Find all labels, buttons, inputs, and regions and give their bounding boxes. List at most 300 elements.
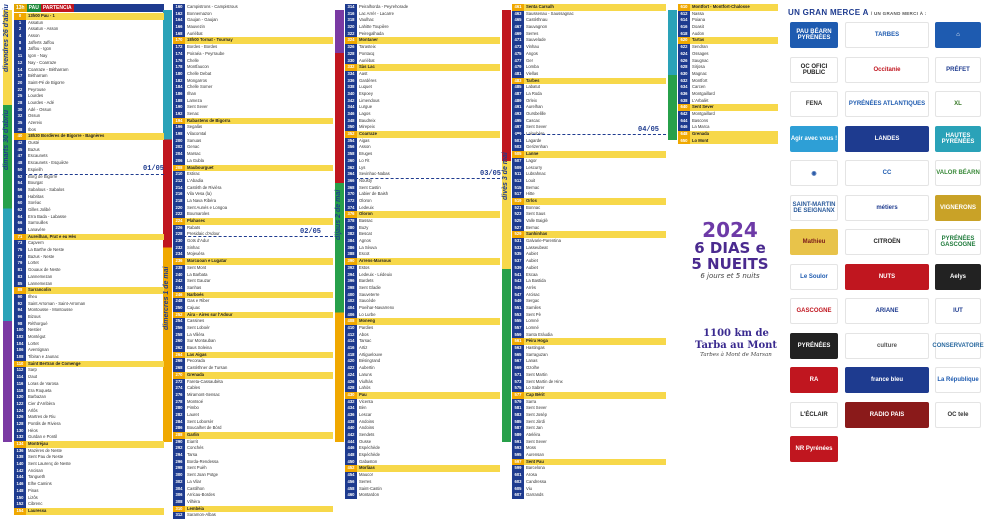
route-row: [345, 492, 500, 499]
route-place: Bruges: [359, 151, 373, 157]
route-km: 172: [173, 44, 185, 51]
route-place: Sirjosa: [692, 64, 705, 70]
route-km: 577: [512, 392, 524, 399]
xl-logo: XL: [935, 91, 981, 117]
route-row: [173, 245, 333, 252]
route-km: 430: [345, 392, 357, 399]
route-km: 448: [345, 452, 357, 459]
route-km: 589: [512, 432, 524, 439]
route-row: [14, 481, 164, 488]
route-km: 555: [512, 318, 524, 325]
route-row: [512, 298, 666, 305]
route-row: [345, 472, 500, 479]
route-row: [345, 111, 500, 118]
route-km: 505: [512, 151, 524, 158]
route-row: [345, 258, 500, 265]
route-place: Vicenta: [359, 398, 373, 404]
route-place: Ancisan: [28, 467, 43, 473]
route-km: 489: [512, 98, 524, 105]
route-place: Santa Eràudia: [526, 331, 553, 337]
route-km: 12: [14, 60, 26, 67]
route-place: Cassines: [187, 318, 205, 324]
route-row: [14, 234, 164, 241]
route-row: [512, 24, 666, 31]
route-km: 71: [14, 234, 26, 241]
route-place: Aira - Aires sur l'Adour: [185, 312, 333, 319]
route-km: 543: [512, 278, 524, 285]
route-place: Lizôs: [28, 494, 38, 500]
route-place: Garrands: [526, 492, 544, 498]
route-row: [512, 4, 666, 11]
route-place: Montégut: [28, 334, 46, 339]
route-km: 272: [173, 379, 185, 386]
route-row: [14, 408, 164, 415]
route-place: Aubiet: [526, 258, 538, 264]
route-km: 599: [512, 465, 524, 472]
route-place: Chelle Debat: [187, 70, 212, 76]
route-place: Montgaillard: [692, 90, 715, 96]
route-place: Saint Arroman - Saint-Arroman: [28, 300, 86, 306]
route-km: 144: [14, 474, 26, 481]
route-km: 324: [345, 37, 357, 44]
route-place: Poiraéa - Peyrraube: [187, 50, 225, 56]
route-row: [345, 325, 500, 332]
route-row: [173, 265, 333, 272]
pyrenees-atlantiques-logo: PYRÉNÉES ATLANTIQUES: [845, 91, 929, 117]
route-row: [512, 405, 666, 412]
route-row: [345, 312, 500, 319]
route-km: 523: [512, 211, 524, 218]
route-km: 537: [512, 258, 524, 265]
route-km: 112: [14, 367, 26, 374]
route-row: [345, 231, 500, 238]
route-row: [345, 205, 500, 212]
route-km: 607: [512, 492, 524, 499]
route-km: 507: [512, 158, 524, 165]
promo-km-line: 1100 km de Tarba au Mont: [694, 328, 778, 351]
route-place: Sauvagnon: [526, 24, 548, 30]
route-row: [345, 292, 500, 299]
route-km: 388: [345, 251, 357, 258]
route-row: [173, 486, 333, 493]
route-row: [678, 111, 778, 118]
route-row: [678, 91, 778, 98]
route-place: Sent Aunés e Longoa: [187, 204, 228, 210]
route-place: Saint Bertran de Comenge: [26, 361, 164, 368]
route-row: [512, 305, 666, 312]
route-km: 50: [14, 167, 26, 174]
route-place: Bonnac: [526, 204, 541, 210]
route-row: [345, 24, 500, 31]
route-km: 414: [345, 338, 357, 345]
route-row: [173, 278, 333, 285]
route-row: [512, 151, 666, 158]
route-place: Réthorgué: [28, 320, 48, 326]
route-km: 254: [173, 318, 185, 325]
route-row: [512, 17, 666, 24]
region-occitanie-logo: Occitanie: [845, 57, 929, 83]
route-row: [14, 468, 164, 475]
route-km: 334: [345, 71, 357, 78]
route-place: Sabalous - Sabalos: [28, 186, 65, 192]
route-place: Castèth de Rivièra: [187, 184, 222, 190]
route-row: [345, 365, 500, 372]
route-row: [512, 292, 666, 299]
route-km: 218: [173, 198, 185, 205]
route-km: 292: [173, 445, 185, 452]
route-km: 320: [345, 24, 357, 31]
route-km: 640: [678, 104, 690, 111]
route-km: 412: [345, 332, 357, 339]
route-row: [512, 352, 666, 359]
route-row: [14, 287, 164, 294]
route-place: Sevinhac-Nabas: [359, 171, 390, 177]
route-row: [678, 131, 778, 138]
route-place: Erra Bada - Labasse: [28, 213, 67, 219]
route-km: 162: [173, 11, 185, 18]
route-km: 47: [14, 153, 26, 160]
route-row: [512, 265, 666, 272]
route-row: [345, 225, 500, 232]
route-row: [14, 247, 164, 254]
route-km: 463: [512, 11, 524, 18]
route-place: Bassac: [359, 218, 373, 223]
route-row: [173, 272, 333, 279]
route-row: [173, 51, 333, 58]
route-km: 200: [173, 138, 185, 145]
route-row: [173, 4, 333, 11]
route-km: 304: [173, 486, 185, 493]
route-km: 446: [345, 445, 357, 452]
route-place: Bizous: [28, 313, 41, 319]
route-km: 509: [512, 165, 524, 172]
route-km: 587: [512, 425, 524, 432]
route-km: 503: [512, 144, 524, 151]
route-place: Louit: [526, 177, 536, 183]
route-km: 400: [345, 292, 357, 299]
route-row: [14, 421, 164, 428]
route-row: [173, 372, 333, 379]
gascogne-logo: GASCOGNE: [790, 298, 838, 324]
route-km: 372: [345, 198, 357, 205]
route-place: Laloubère: [526, 131, 545, 137]
route-km: 497: [512, 124, 524, 131]
route-place: Assatun - Asson: [28, 26, 59, 32]
route-row: [345, 419, 500, 426]
header-start-place: PAU: [28, 5, 39, 11]
route-km: 535: [512, 251, 524, 258]
route-row: [14, 488, 164, 495]
route-km: 234: [173, 251, 185, 258]
route-km: 454: [345, 472, 357, 479]
route-place: Assatun: [28, 19, 44, 25]
route-km: 396: [345, 278, 357, 285]
route-km: 85: [14, 281, 26, 288]
route-row: [345, 131, 500, 138]
route-place: Cascac: [526, 117, 540, 123]
route-row: [173, 191, 333, 198]
route-km: 418: [345, 352, 357, 359]
route-place: Angos: [526, 50, 538, 56]
day-label-5: divès 3 de mai: [502, 152, 509, 200]
route-km: 9: [14, 46, 26, 53]
route-km: 605: [512, 486, 524, 493]
route-place: Eiarrit: [187, 438, 198, 444]
route-km: 248: [173, 298, 185, 305]
route-row: [173, 298, 333, 305]
route-place: La Sèuva: [359, 244, 377, 250]
route-row: [678, 37, 778, 44]
route-km: 52: [14, 174, 26, 181]
route-place: Orleix: [526, 97, 537, 103]
route-row: [173, 11, 333, 18]
route-place: Cap Bèrit: [524, 392, 666, 399]
route-km: 88: [14, 287, 26, 294]
route-km: 79: [14, 260, 26, 267]
route-km: 132: [14, 434, 26, 441]
route-place: Tarsa: [187, 452, 198, 458]
route-place: Coarraze - Bétharram: [28, 66, 69, 72]
route-km: 527: [512, 225, 524, 232]
route-km: 529: [512, 231, 524, 238]
route-row: [14, 394, 164, 401]
route-row: [14, 180, 164, 187]
route-place: Doasit: [692, 24, 704, 30]
route-km: 420: [345, 358, 357, 365]
route-km: 638: [678, 98, 690, 105]
route-place: Lys: [359, 164, 366, 170]
route-row: [173, 459, 333, 466]
route-row: [14, 133, 164, 140]
route-place: Espéchède: [359, 445, 380, 451]
route-place: 18h30 Bordères de Bigorre - Bagnères: [26, 133, 164, 140]
route-place: Bernac: [526, 184, 540, 190]
route-place: Coarraze: [357, 131, 500, 138]
route-row: [678, 104, 778, 111]
route-row: [345, 144, 500, 151]
route-km: 481: [512, 71, 524, 78]
route-row: [512, 58, 666, 65]
route-km: 48: [14, 160, 26, 167]
route-km: 262: [173, 345, 185, 352]
route-km: 614: [678, 17, 690, 24]
route-place: Aubertin: [359, 365, 375, 371]
route-place: Aurelhan: [526, 104, 543, 110]
route-place: Montgaillard: [692, 111, 715, 116]
route-km: 378: [345, 218, 357, 225]
route-row: [173, 479, 333, 486]
date-mark-1: 01/05: [143, 165, 165, 173]
route-km: 32: [14, 113, 26, 120]
route-row: [173, 185, 333, 192]
route-row: [678, 78, 778, 85]
route-row: [14, 254, 164, 261]
route-place: Gerizenhan: [526, 144, 548, 150]
route-place: Pimbo: [187, 405, 199, 411]
route-place: Maucor: [359, 472, 373, 478]
route-place: Estos: [359, 264, 370, 270]
route-place: Ossages: [692, 50, 709, 56]
route-place: Sent Jan: [526, 425, 543, 431]
route-row: [345, 31, 500, 38]
route-km: 286: [173, 425, 185, 432]
route-km: 545: [512, 285, 524, 292]
route-km: 549: [512, 298, 524, 305]
cultura-logo: culture: [845, 333, 929, 359]
route-km: 583: [512, 412, 524, 419]
route-row: [345, 432, 500, 439]
route-km: 626: [678, 58, 690, 65]
citroen-logo: CITROËN: [845, 229, 929, 255]
route-place: La Nava Ribéra: [187, 197, 217, 203]
route-km: 394: [345, 272, 357, 279]
route-row: [173, 205, 333, 212]
route-row: [512, 178, 666, 185]
route-km: 290: [173, 439, 185, 446]
route-km: 148: [14, 488, 26, 495]
valor-bearn-logo: VALOR BÉARN: [935, 160, 981, 186]
route-place: Lurgue: [359, 104, 373, 110]
route-place: Gardères: [359, 77, 377, 83]
route-place: Segalàs: [187, 124, 203, 130]
route-place: Sauvelade: [526, 37, 546, 43]
route-km: 364: [345, 171, 357, 178]
route-row: [512, 225, 666, 232]
route-place: Arrens-Marsous: [357, 258, 500, 265]
route-km: 422: [345, 365, 357, 372]
route-km: 648: [678, 131, 690, 138]
route-km: 106: [14, 347, 26, 354]
ariane-logo: ARIANE: [845, 298, 929, 324]
route-km: 342: [345, 98, 357, 105]
route-km: 212: [173, 178, 185, 185]
route-place: Lagor: [526, 157, 537, 163]
route-km: 410: [345, 325, 357, 332]
route-place: Tartas: [690, 37, 778, 44]
nuts-logo: NUTS: [845, 264, 929, 290]
route-km: 146: [14, 481, 26, 488]
route-place: La Barthe de Neste: [28, 247, 65, 253]
route-row: [512, 365, 666, 372]
route-place: Sent Mont: [187, 264, 207, 270]
route-place: Castèthnau: [526, 17, 548, 23]
route-place: Morlàas: [357, 465, 500, 472]
route-km: 424: [345, 372, 357, 379]
radio-pais-logo: RADIO PAIS: [845, 402, 929, 428]
route-km: 392: [345, 265, 357, 272]
day-label-1: divendres 26 d'abriu: [3, 4, 10, 72]
route-place: Presidaic d'Adour: [187, 231, 220, 237]
route-row: [173, 58, 333, 65]
route-column-4: [512, 4, 666, 498]
route-row: [173, 111, 333, 118]
route-row: [14, 113, 164, 120]
route-place: 13h00 Pau - 1: [26, 13, 164, 20]
route-place: Pecorada: [187, 358, 205, 364]
route-km: 404: [345, 305, 357, 312]
route-place: Sent Jòrdi: [526, 418, 545, 424]
day-band-5: [668, 10, 677, 140]
route-km: 94: [14, 307, 26, 314]
route-km: 186: [173, 91, 185, 98]
route-km: 40: [14, 133, 26, 140]
route-km: 565: [512, 352, 524, 359]
route-place: Sent Sever: [690, 104, 778, 111]
route-row: [512, 251, 666, 258]
route-place: Sàs Lac: [357, 64, 500, 71]
route-km: 603: [512, 479, 524, 486]
route-km: 316: [345, 11, 357, 18]
route-row: [345, 104, 500, 111]
route-place: Lomba: [526, 64, 539, 70]
route-row: [345, 479, 500, 486]
route-km: 30: [14, 107, 26, 114]
route-km: 499: [512, 131, 524, 138]
route-row: [678, 44, 778, 51]
route-place: Nay - Coarraze: [28, 59, 57, 65]
route-km: 612: [678, 11, 690, 18]
route-km: 2: [14, 26, 26, 33]
route-place: Saint-Pé de Bigorre: [28, 79, 65, 85]
route-km: 198: [173, 131, 185, 138]
route-km: 68: [14, 227, 26, 234]
route-place: Sent Saus: [526, 211, 546, 217]
route-km: 202: [173, 144, 185, 151]
route-km: 4: [14, 33, 26, 40]
route-place: Arricau-Bordes: [187, 492, 215, 498]
route-km: 282: [173, 412, 185, 419]
route-place: Sarra: [526, 398, 537, 404]
promo-distance: [690, 328, 782, 358]
route-row: [14, 207, 164, 214]
route-place: Serres: [526, 30, 539, 36]
route-place: Marsac: [187, 151, 201, 157]
route-km: 591: [512, 439, 524, 446]
route-row: [678, 31, 778, 38]
route-place: Auriébat: [359, 57, 375, 63]
route-place: Vinhau: [526, 44, 539, 50]
route-row: [678, 71, 778, 78]
route-km: 266: [173, 358, 185, 365]
route-km: 513: [512, 178, 524, 185]
route-km: 174: [173, 51, 185, 58]
day-band-1: [3, 10, 12, 442]
route-place: Elhe Camins: [28, 481, 52, 487]
route-place: Andoins: [359, 418, 375, 424]
route-row: [345, 198, 500, 205]
sponsors-title-main: UN GRAN MERCE A: [788, 8, 869, 17]
route-km: 533: [512, 245, 524, 252]
route-row: [345, 305, 500, 312]
route-row: [512, 425, 666, 432]
route-km: 491: [512, 104, 524, 111]
route-place: Mirepeix: [359, 124, 375, 130]
route-row: [173, 258, 333, 265]
route-row: [173, 432, 333, 439]
route-km: 160: [173, 4, 185, 11]
route-place: Sent Castin: [359, 184, 381, 190]
route-place: Borg de Bigorre: [28, 173, 58, 179]
route-place: Sendets: [359, 432, 375, 437]
route-place: Cier d'Arribèra: [28, 400, 55, 406]
route-row: [512, 218, 666, 225]
route-row: [14, 127, 164, 134]
route-row: [345, 405, 500, 412]
route-row: [678, 98, 778, 105]
route-place: Loras de Varosa: [28, 380, 59, 386]
route-km: 632: [678, 78, 690, 85]
route-row: [173, 37, 333, 44]
